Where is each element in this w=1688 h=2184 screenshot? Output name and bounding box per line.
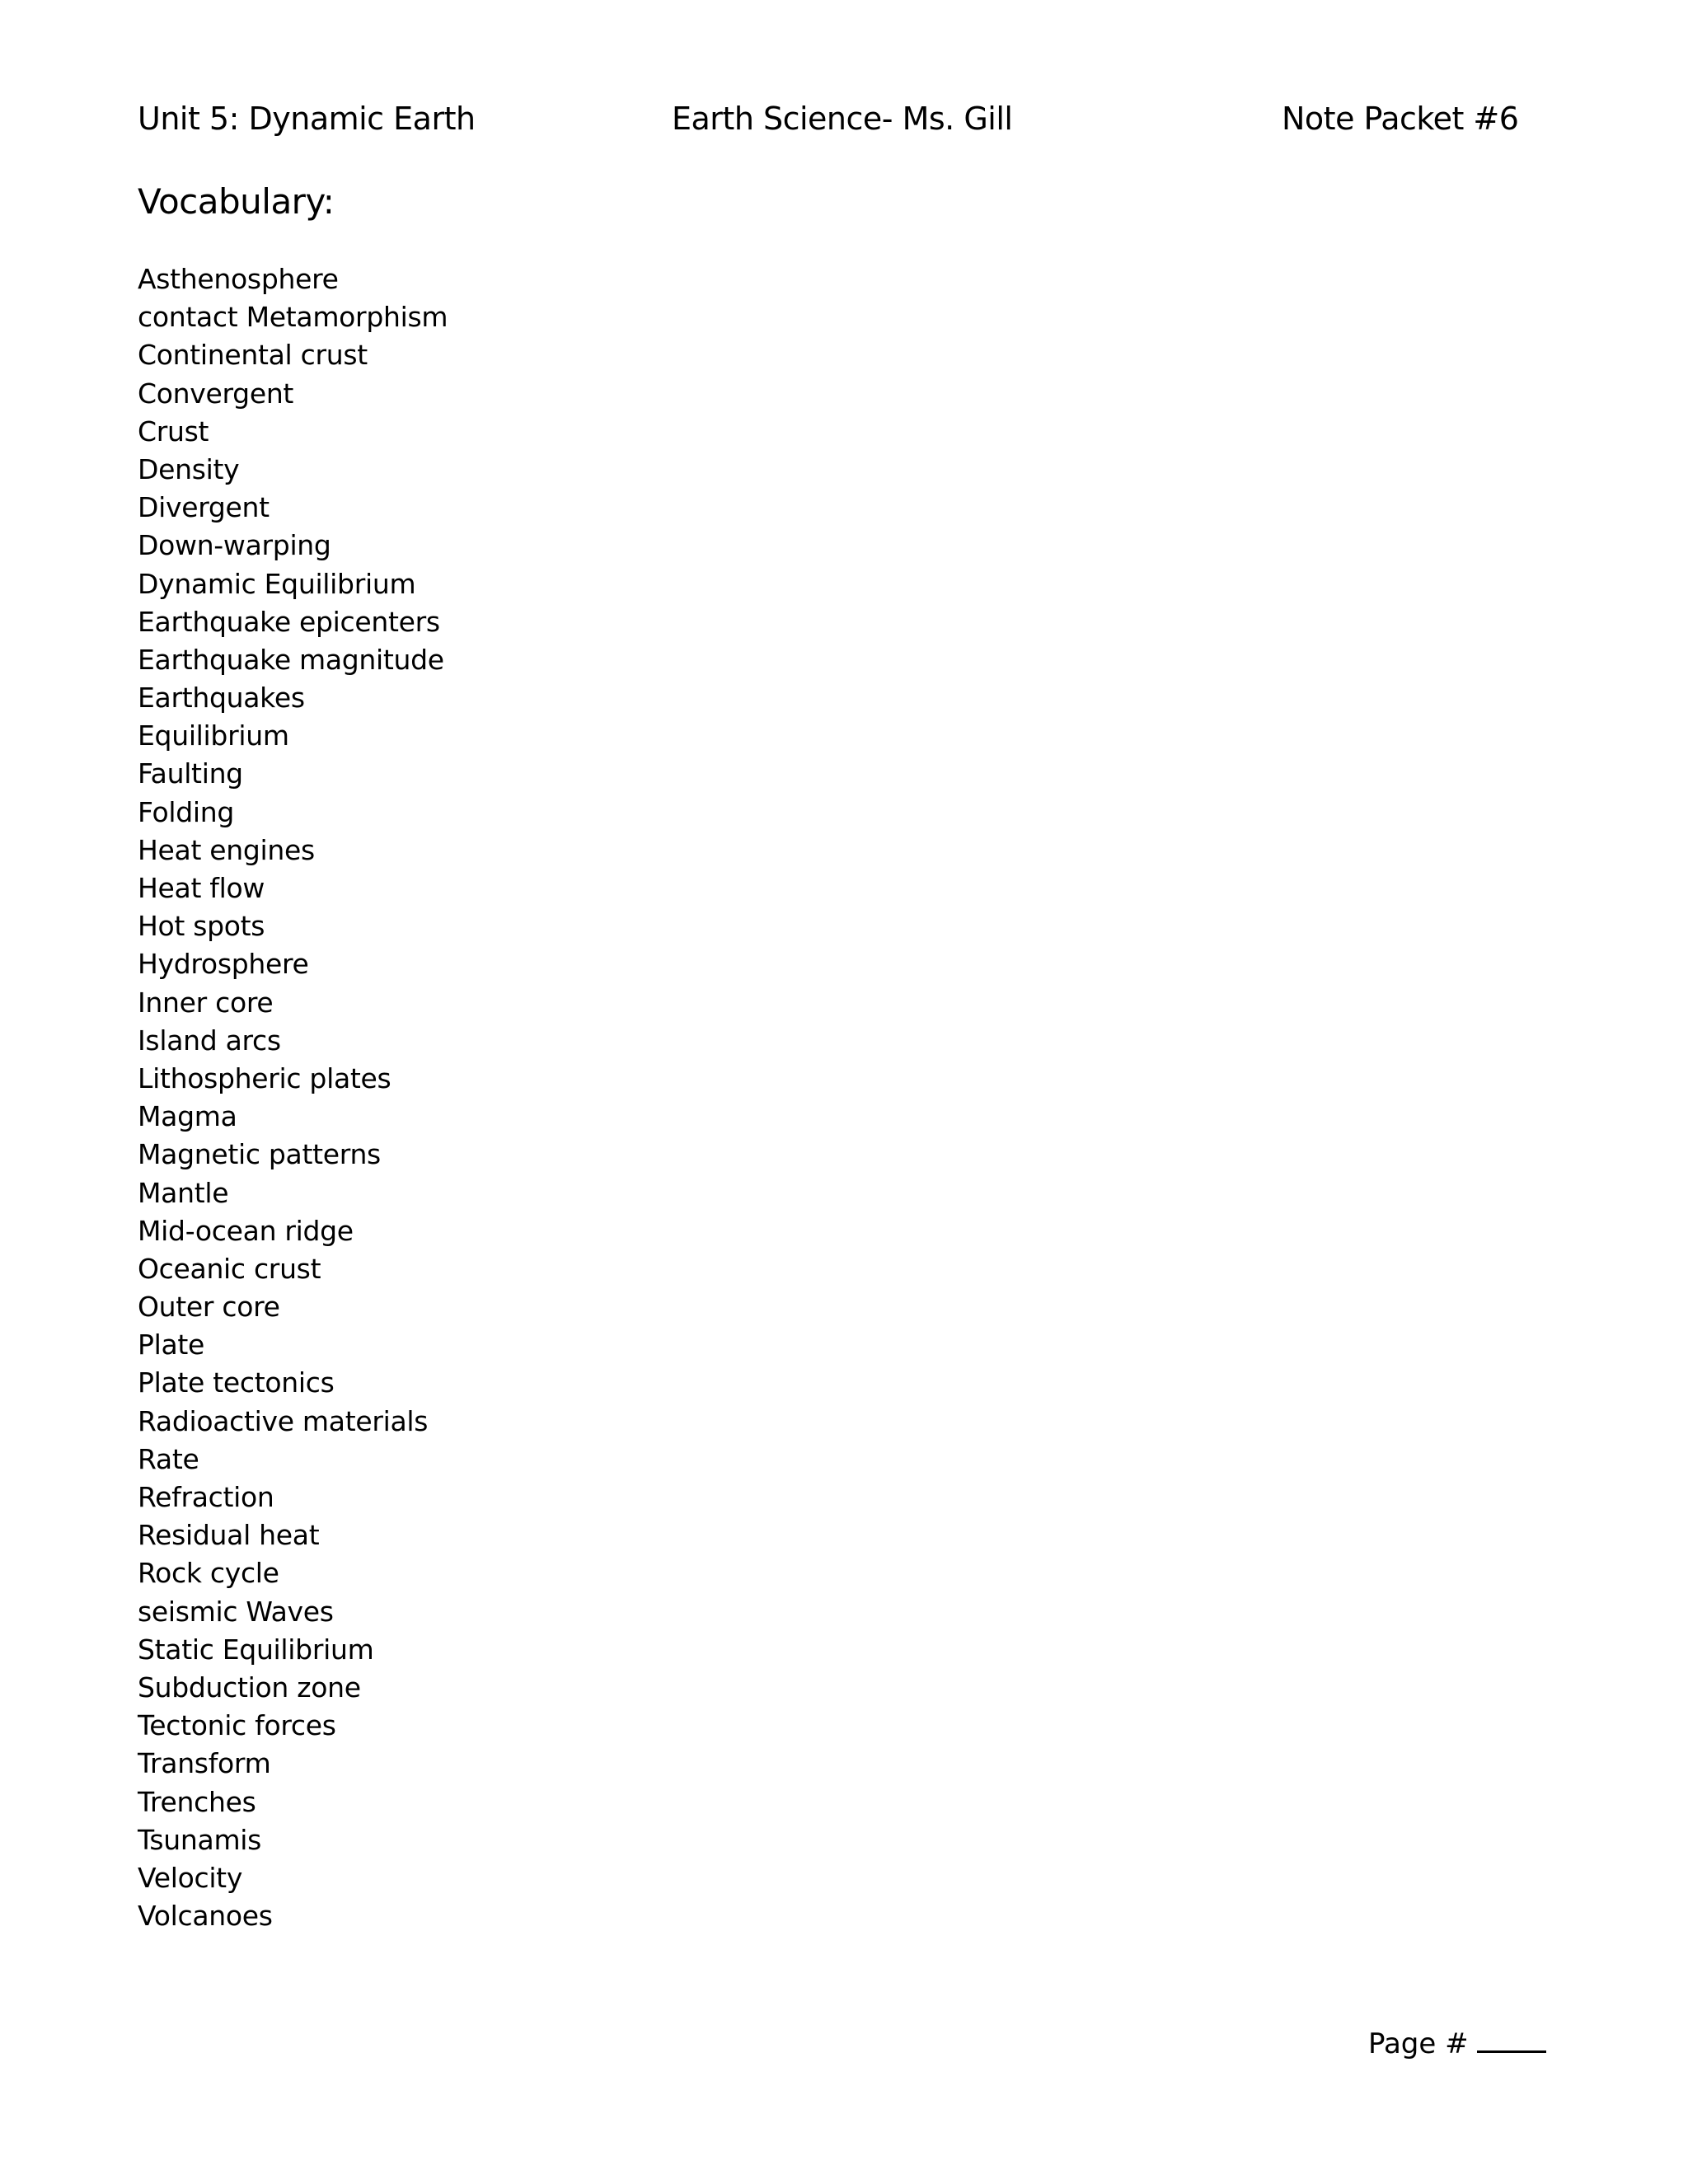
course-title: Earth Science- Ms. Gill — [672, 101, 1013, 137]
vocabulary-term: Down-warping — [138, 529, 331, 562]
vocabulary-term: Refraction — [138, 1481, 274, 1513]
vocabulary-term: Plate — [138, 1329, 205, 1361]
vocabulary-term: Trenches — [138, 1785, 256, 1818]
vocabulary-term: Mid-ocean ridge — [138, 1214, 354, 1247]
vocabulary-term: Island arcs — [138, 1024, 281, 1057]
vocabulary-term: Earthquakes — [138, 682, 305, 715]
vocabulary-term: Tectonic forces — [138, 1709, 336, 1742]
vocabulary-term: Oceanic crust — [138, 1252, 321, 1285]
vocabulary-term: Hydrosphere — [138, 948, 309, 981]
vocabulary-heading: Vocabulary: — [138, 181, 335, 222]
vocabulary-term: Lithospheric plates — [138, 1062, 392, 1094]
vocabulary-term: Density — [138, 452, 240, 485]
vocabulary-term: contact Metamorphism — [138, 301, 448, 334]
vocabulary-term: Heat flow — [138, 872, 265, 904]
vocabulary-term: Plate tectonics — [138, 1366, 335, 1399]
vocabulary-term: Transform — [138, 1747, 271, 1780]
vocabulary-term: Subduction zone — [138, 1671, 361, 1704]
vocabulary-term: Convergent — [138, 377, 294, 410]
vocabulary-term: Earthquake magnitude — [138, 643, 444, 676]
vocabulary-term: Continental crust — [138, 339, 368, 372]
vocabulary-term: Velocity — [138, 1861, 243, 1894]
vocabulary-term: Magma — [138, 1100, 237, 1133]
page-number-field — [1368, 2027, 1546, 2060]
vocabulary-term: Volcanoes — [138, 1900, 273, 1933]
vocabulary-term: Dynamic Equilibrium — [138, 567, 416, 600]
page-number-label: Page # — [1368, 2027, 1469, 2060]
vocabulary-term: Mantle — [138, 1176, 229, 1209]
packet-number: Note Packet #6 — [1282, 101, 1519, 137]
vocabulary-term: Magnetic patterns — [138, 1138, 381, 1171]
vocabulary-term: Earthquake epicenters — [138, 605, 440, 638]
vocabulary-term: Residual heat — [138, 1519, 320, 1552]
vocabulary-term: Rock cycle — [138, 1557, 279, 1590]
page-number-blank — [1477, 2050, 1546, 2053]
vocabulary-term: Asthenosphere — [138, 263, 339, 295]
vocabulary-term: Heat engines — [138, 833, 315, 866]
vocabulary-term: Divergent — [138, 491, 270, 524]
unit-title: Unit 5: Dynamic Earth — [138, 101, 476, 137]
vocabulary-term: Tsunamis — [138, 1823, 262, 1856]
vocabulary-term: Faulting — [138, 757, 243, 790]
vocabulary-term: Outer core — [138, 1291, 280, 1324]
vocabulary-term: Radioactive materials — [138, 1404, 429, 1437]
vocabulary-term: Crust — [138, 415, 209, 448]
vocabulary-term: Hot spots — [138, 910, 265, 943]
vocabulary-list — [138, 260, 448, 1935]
vocabulary-term: Folding — [138, 795, 235, 828]
vocabulary-term: Static Equilibrium — [138, 1633, 374, 1666]
vocabulary-term: Equilibrium — [138, 719, 289, 752]
vocabulary-term: Inner core — [138, 986, 274, 1019]
vocabulary-term: seismic Waves — [138, 1595, 334, 1628]
vocabulary-term: Rate — [138, 1442, 199, 1475]
